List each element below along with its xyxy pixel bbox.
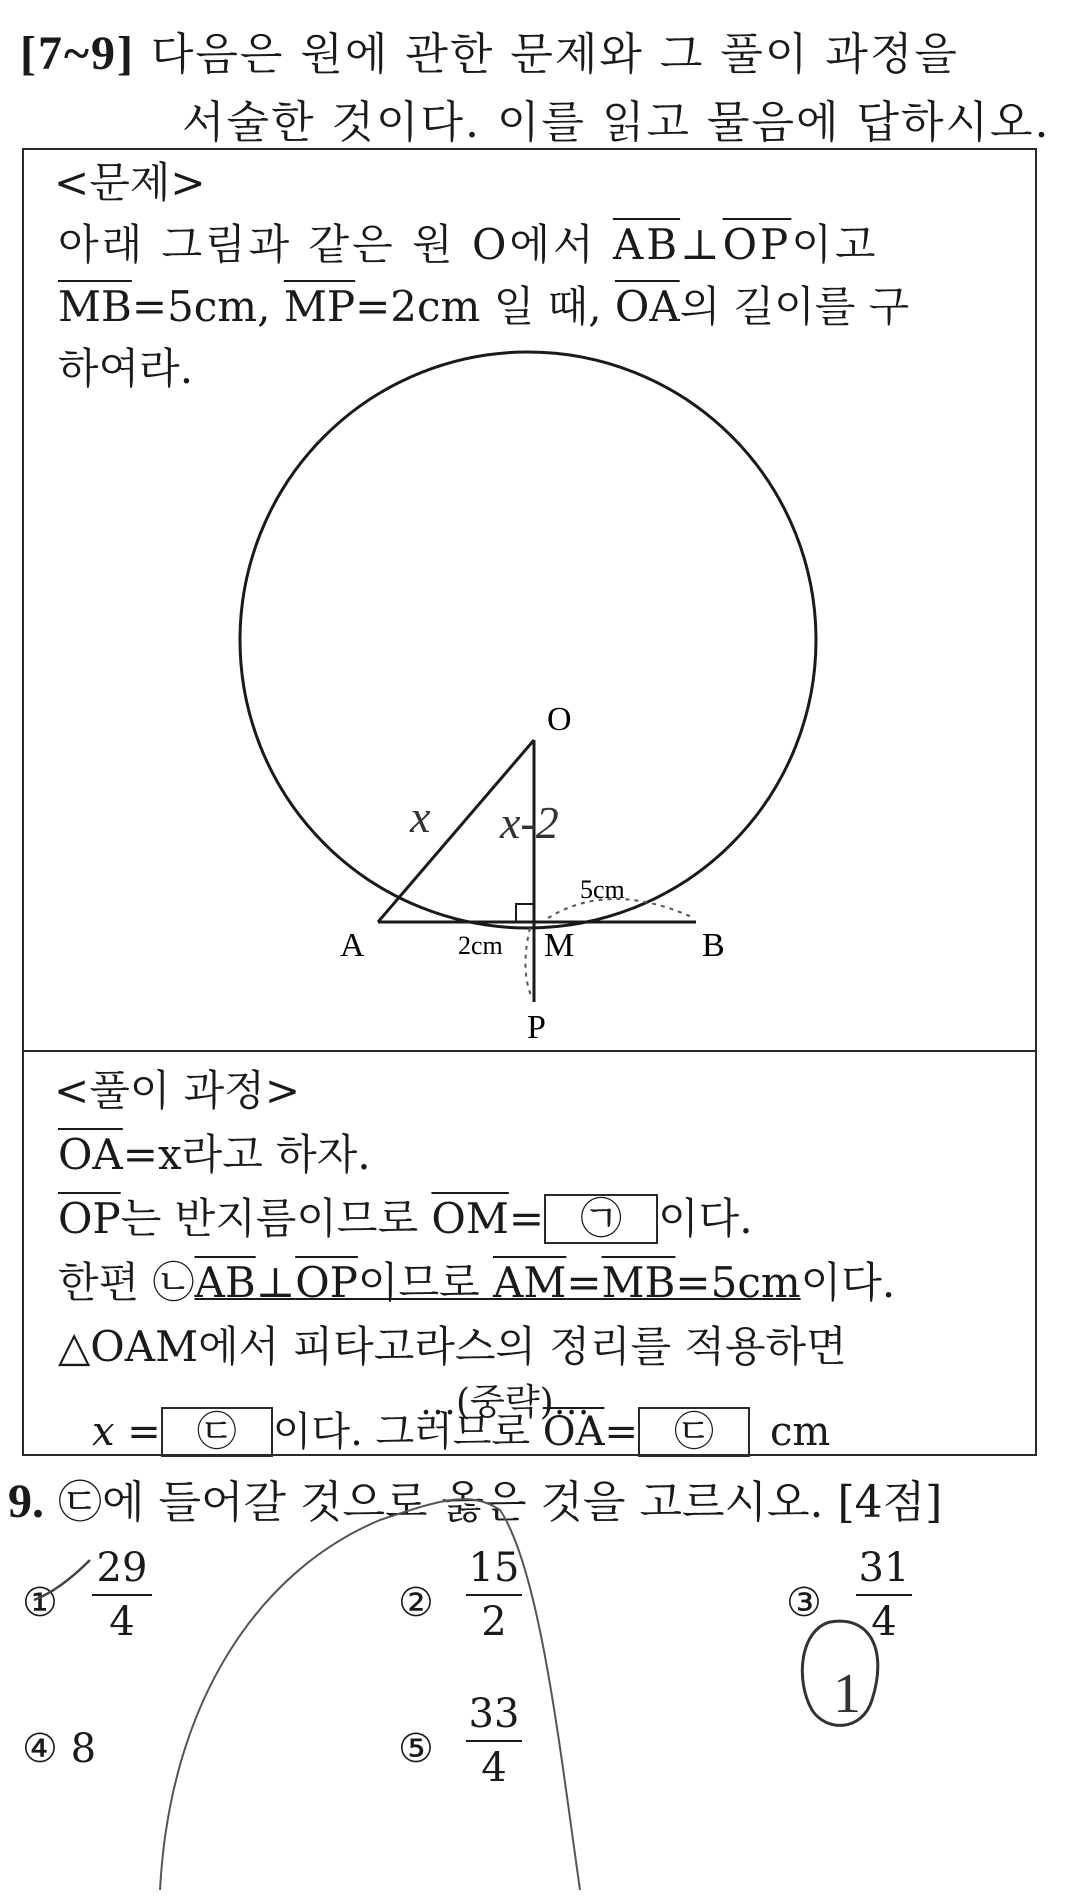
solution-text: 는 반지름이므로 [120,1194,432,1243]
problem-range: [7~9] [20,27,135,80]
checkmark-icon [34,1560,90,1600]
choice-1-mark[interactable]: ① [22,1580,58,1626]
equals-sign: = [508,1194,545,1243]
segment-op: $\overline{OP}$ [722,220,792,269]
solution-line-3 [58,1250,895,1310]
solution-line-4: △OAM에서 피타고라스의 정리를 적용하면 [58,1322,847,1371]
pencil-stroke-icon [160,1499,580,1890]
label-2cm: 2cm [458,931,503,960]
segment-ab: $\overline{AB}$ [612,220,681,269]
problem-line-3: 하여라. [58,344,194,393]
solution-text: 이다. [658,1194,753,1243]
choice-2-mark[interactable]: ② [398,1580,434,1626]
brace-mp [525,928,532,998]
numerator: 15 [468,1545,520,1591]
segment-oa: $\overline{OA}$ [542,1409,605,1455]
label-5cm: 5cm [580,875,625,904]
unit-cm: cm [769,1409,831,1455]
problem-text: 의 길이를 구 [679,282,910,331]
segment-mb: MB [601,1258,676,1307]
handwriting-overlay [0,1450,1071,1896]
instruction-text-1: 다음은 원에 관한 문제와 그 풀이 과정을 [134,29,959,80]
denominator: 4 [109,1599,135,1645]
problem-text: =5cm, [131,282,284,331]
perp-symbol: ⊥ [680,220,723,269]
equals-sign: = [604,1409,638,1455]
segment-om: $\overline{OM}$ [431,1194,509,1243]
solution-omitted: …(중략)… [420,1382,590,1423]
solution-text: =x라고 하자. [122,1130,371,1179]
question-text: ㉢에 들어갈 것으로 옳은 것을 고르시오. [4점] [44,1477,943,1528]
segment-op: $\overline{OP}$ [58,1194,121,1243]
solution-line-6 [92,1400,830,1457]
choice-5-mark[interactable]: ⑤ [398,1726,434,1772]
denominator: 4 [481,1745,507,1791]
numerator: 31 [858,1545,910,1591]
solution-text: 이므로 [357,1258,493,1307]
equals-sign: = [566,1258,602,1307]
underlined-statement [195,1258,801,1307]
choice-3-mark[interactable]: ③ [786,1580,822,1626]
segment-oa: $\overline{OA}$ [614,282,680,331]
variable-x: x = [92,1409,161,1455]
problem-text: 아래 그림과 같은 원 O에서 [58,220,613,269]
right-angle-mark [516,904,534,922]
blank-digeut: ㉢ [638,1407,750,1457]
solution-line-1 [58,1122,371,1182]
problem-text: =2cm 일 때, [355,282,615,331]
question-number: 9. [8,1475,44,1528]
segment-mb: $\overline{MB}$ [58,282,132,331]
label-o: O [547,701,572,738]
handwritten-x-minus-2: x-2 [500,797,559,848]
perp-symbol: ⊥ [255,1258,296,1307]
problem-heading: <문제> [54,158,206,207]
solution-text: 이다. [800,1258,896,1307]
solution-text: 한편 ㉡ [58,1258,195,1307]
label-a: A [340,927,365,964]
denominator: 4 [871,1599,897,1645]
problem-text: 이고 [791,220,879,269]
solution-line-2 [58,1186,753,1246]
instruction-line-2: 서술한 것이다. 이를 읽고 물음에 답하시오. [182,97,1051,148]
blank-digeut: ㉢ [161,1407,273,1457]
segment-ab: AB [194,1258,256,1307]
blank-giyeok: ㉠ [544,1194,658,1244]
solution-heading: <풀이 과정> [54,1066,301,1115]
segment-oa: $\overline{OA}$ [58,1130,123,1179]
handwritten-x: x [410,791,431,842]
label-b: B [702,927,725,964]
choice-4-mark: ④ [22,1726,58,1772]
denominator: 2 [481,1599,507,1645]
numerator: 29 [96,1545,148,1591]
choice-4-value: 8 [70,1726,97,1772]
numerator: 33 [468,1691,520,1737]
label-p: P [527,1009,546,1046]
segment-mp: $\overline{MP}$ [283,282,356,331]
handwritten-answer: 1 [833,1663,861,1725]
segment-op: OP [295,1258,358,1307]
label-m: M [544,927,575,964]
solution-text: 이다. 그러므로 [272,1409,543,1455]
solution-text: =5cm [675,1258,801,1307]
segment-am: AM [492,1258,567,1307]
